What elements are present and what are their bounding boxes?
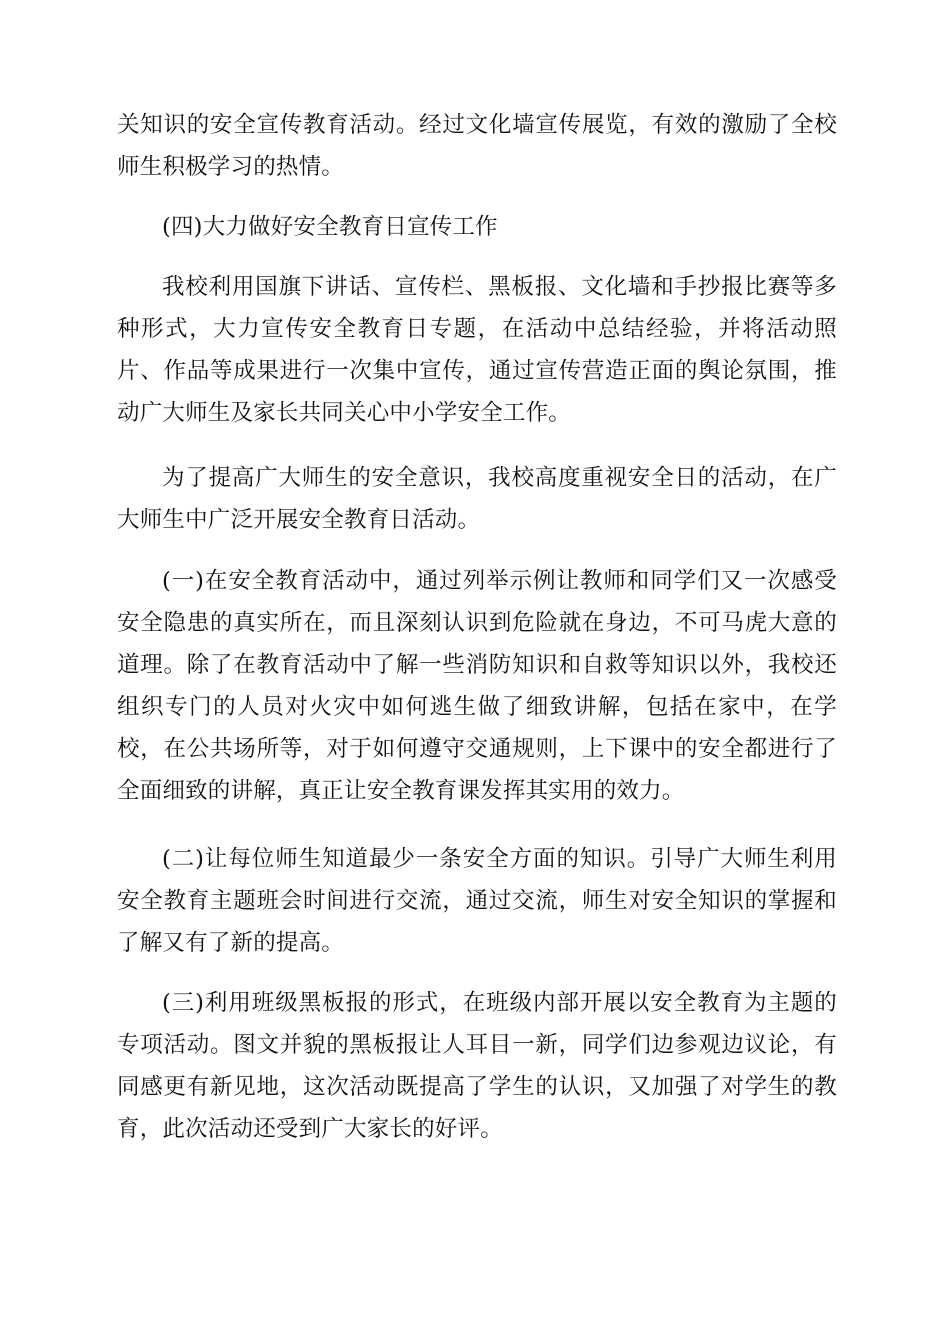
paragraph: (二)让每位师生知道最少一条安全方面的知识。引导广大师生利用安全教育主题班会时间进行交流，通过交流，师生对安全知识的掌握和了解又有了新的提高。 bbox=[117, 846, 837, 956]
section-heading: (四)大力做好安全教育日宣传工作 bbox=[162, 214, 498, 240]
paragraph: 我校利用国旗下讲话、宣传栏、黑板报、文化墙和手抄报比赛等多种形式，大力宣传安全教育日专题，在活动中总结经验，并将活动照片、作品等成果进行一次集中宣传，通过宣传营造正面的舆论氛围，推动广大师生及家长共同关心中小学安全工作。 bbox=[117, 274, 837, 426]
paragraph: (一)在安全教育活动中，通过列举示例让教师和同学们又一次感受安全隐患的真实所在，而且深刻认识到危险就在身边，不可马虎大意的道理。除了在教育活动中了解一些消防知识和自救等知识以外，我校还组织专门的人员对火灾中如何逃生做了细致讲解，包括在家中，在学校，在公共场所等，对于如何遵守交通规则，上下课中的安全都进行了全面细致的讲解，真正让安全教育课发挥其实用的效力。 bbox=[117, 568, 837, 804]
paragraph-continuation: 关知识的安全宣传教育活动。经过文化墙宣传展览，有效的激励了全校师生积极学习的热情。 bbox=[117, 112, 837, 180]
paragraph: (三)利用班级黑板报的形式，在班级内部开展以安全教育为主题的专项活动。图文并貌的黑板报让人耳目一新，同学们边参观边议论，有同感更有新见地，这次活动既提高了学生的认识，又加强了对学生的教育，此次活动还受到广大家长的好评。 bbox=[117, 990, 837, 1142]
paragraph: 为了提高广大师生的安全意识，我校高度重视安全日的活动，在广大师生中广泛开展安全教育日活动。 bbox=[117, 465, 837, 533]
